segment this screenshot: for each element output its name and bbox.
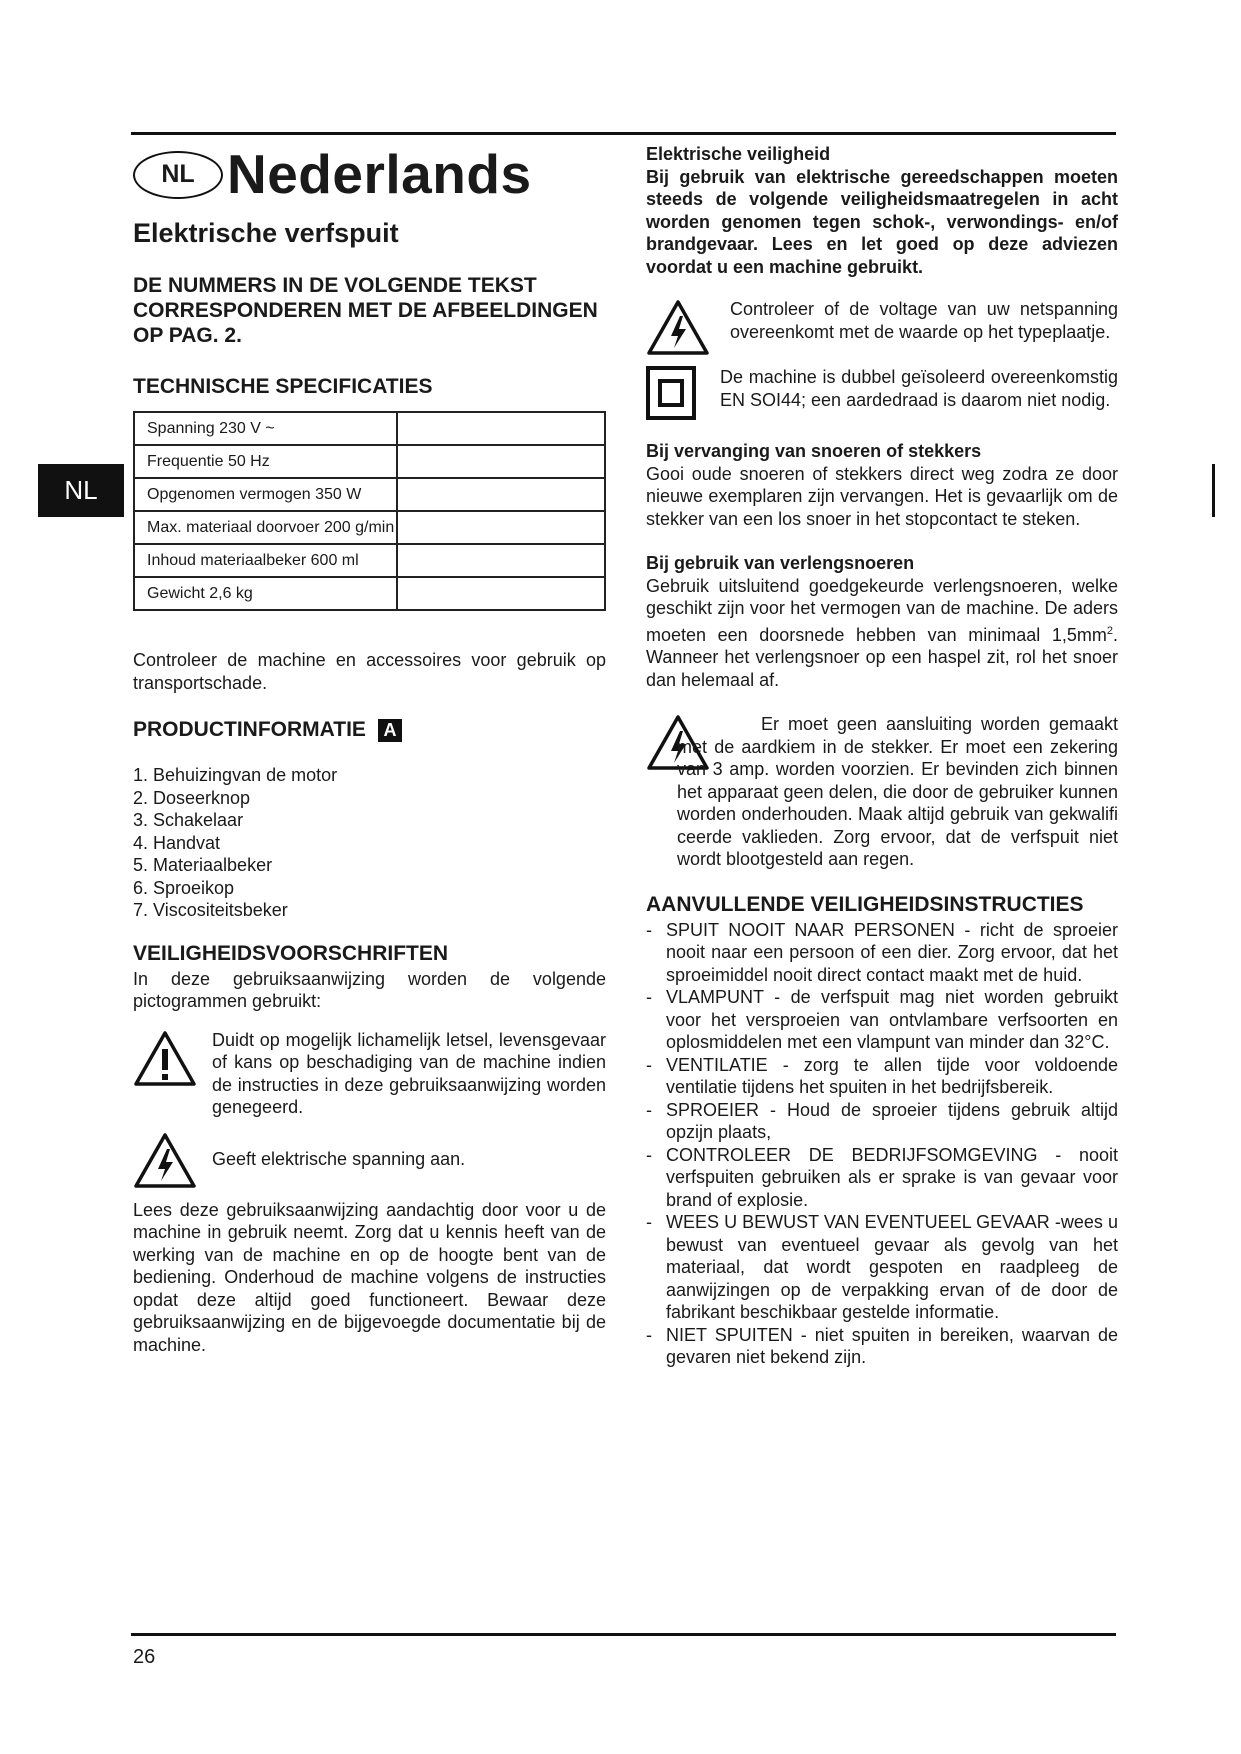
- spec-empty-cell: [397, 577, 605, 610]
- safety-intro: In deze gebruiksaanwijzing worden de volgende pictogrammen gebruikt:: [133, 968, 606, 1011]
- table-row: [134, 445, 605, 478]
- table-row: [134, 412, 605, 445]
- spec-cell: Opgenomen vermogen 350 W: [134, 478, 397, 511]
- list-item-text: CONTROLEER DE BEDRIJFSOMGEVING - nooit verfspuiten gebruiken als er sprake is van gevaar voor brand of explosie.: [666, 1144, 1118, 1210]
- language-side-tab: NL: [38, 464, 124, 517]
- product-heading: [133, 718, 606, 742]
- list-item-text: SPROEIER - Houd de sproeier tijdens gebruik altijd opzijn plaats,: [666, 1099, 1118, 1142]
- list-item-text: VLAMPUNT - de verfspuit mag niet worden gebruikt voor het versproeien van ontvlambare verfsoorten en oplosmiddelen met een vlampunt van minder dan 32°C.: [666, 987, 1118, 1052]
- table-row: [134, 511, 605, 544]
- specs-table: [133, 411, 606, 611]
- list-item: - NIET SPUITEN - niet spuiten in bereiken, waarvan de gevaren niet bekend zijn.: [646, 1324, 1118, 1367]
- list-item-text: SPUIT NOOIT NAAR PERSONEN - richt de sproeier nooit naar een persoon of een dier. Zorg ervoor, dat het sproeimiddel nooit direct contact maakt met de huid.: [666, 919, 1118, 985]
- voltage-check-text: Controleer of de voltage van uw netspanning overeenkomt met de waarde op het typeplaatje.: [730, 299, 1118, 342]
- injury-warning-block: [133, 1029, 606, 1119]
- spec-empty-cell: [397, 544, 605, 577]
- list-item: 3. Schakelaar: [133, 810, 244, 830]
- spec-cell: Max. materiaal doorvoer 200 g/min: [134, 511, 397, 544]
- spec-empty-cell: [397, 445, 605, 478]
- margin-marker: [1212, 464, 1215, 517]
- extension-cord-text-part2: . Wanneer het verlengsnoer op een haspel zit, rol het snoer dan helemaal af.: [646, 624, 1118, 690]
- list-item-text: VENTILATIE - zorg te allen tijde voor voldoende ventilatie tijdens het spuiten in het bedrijfsbereik.: [666, 1054, 1118, 1097]
- language-badge: NL: [133, 151, 223, 199]
- product-heading-label: PRODUCTINFORMATIE: [133, 718, 366, 741]
- list-item: - WEES U BEWUST VAN EVENTUEEL GEVAAR -wees u bewust van eventueel gevaar als gevolg van het materiaal, dat wordt gespoten en raadpleeg de aanwijzingen op de verpakking ervan of de door de fabrikant beschikbaar gestelde informatie.: [646, 1212, 1118, 1322]
- spec-cell: Spanning 230 V ~: [134, 412, 397, 445]
- spec-cell: Frequentie 50 Hz: [134, 445, 397, 478]
- top-rule: [131, 132, 1116, 135]
- list-item: - VLAMPUNT - de verfspuit mag niet worden gebruikt voor het versproeien van ontvlambare verfsoorten en oplosmiddelen met een vlampunt van minder dan 32°C.: [646, 987, 1118, 1052]
- extension-cord-text-part1: Gebruik uitsluitend goedgekeurde verlengsnoeren, welke geschikt zijn voor het vermogen van de machine. De aders moeten een doorsnede hebben van minimaal 1,5mm: [646, 575, 1118, 645]
- extension-cord-text: [646, 575, 1118, 692]
- spec-empty-cell: [397, 511, 605, 544]
- list-item: 2. Doseerknop: [133, 787, 251, 808]
- bottom-rule: [131, 1633, 1116, 1636]
- voltage-warning-block: [133, 1131, 606, 1189]
- product-parts-list: [133, 764, 606, 922]
- cord-replacement-heading: Bij vervanging van snoeren of stekkers: [646, 441, 982, 461]
- left-column: [133, 140, 606, 1356]
- table-row: [134, 544, 605, 577]
- list-item-text: WEES U BEWUST VAN EVENTUEEL GEVAAR -wees u bewust van eventueel gevaar als gevolg van het materiaal, dat wordt gespoten en raadpleeg de aanwijzingen op de verpakking ervan of de door de fabrikant beschikbaar gestelde informatie.: [666, 1212, 1118, 1322]
- list-item: 7. Viscositeitsbeker: [133, 900, 288, 920]
- extension-cord-heading: Bij gebruik van verlengsnoeren: [646, 553, 915, 573]
- spec-empty-cell: [397, 412, 605, 445]
- high-voltage-icon: [646, 298, 710, 356]
- table-row: [134, 478, 605, 511]
- transport-check-note: Controleer de machine en accessoires voor gebruik op transportschade.: [133, 650, 606, 693]
- list-item: - SPUIT NOOIT NAAR PERSONEN - richt de sproeier nooit naar een persoon of een dier. Zorg ervoor, dat het sproeimiddel nooit direct contact maakt met de huid.: [646, 919, 1118, 985]
- ground-warning-block: [646, 713, 1118, 871]
- list-item: 6. Sproeikop: [133, 877, 235, 898]
- safety-heading: VEILIGHEIDSVOORSCHRIFTEN: [133, 941, 449, 965]
- list-item-text: NIET SPUITEN - niet spuiten in bereiken, waarvan de gevaren niet bekend zijn.: [666, 1324, 1118, 1367]
- table-row: [134, 577, 605, 610]
- product-subtitle: Elektrische verfspuit: [133, 218, 399, 248]
- additional-safety-list: [646, 919, 1118, 1369]
- double-insulation-text: De machine is dubbel geïsoleerd overeenkomstig EN SOI44; een aardedraad is daarom niet nodig.: [720, 367, 1118, 410]
- list-item: - SPROEIER - Houd de sproeier tijdens gebruik altijd opzijn plaats,: [646, 1099, 1118, 1142]
- numbers-note: DE NUMMERS IN DE VOLGENDE TEKST CORRESPONDEREN MET DE AFBEELDINGEN OP PAG. 2.: [133, 274, 598, 347]
- figure-a-badge: A: [378, 719, 402, 742]
- voltage-warning-text: Geeft elektrische spanning aan.: [212, 1149, 466, 1170]
- electrical-heading: Elektrische veiligheid: [646, 144, 831, 164]
- list-item: 5. Materiaalbeker: [133, 855, 273, 875]
- exclamation-warning-icon: [133, 1029, 197, 1087]
- ground-warning-text: Er moet geen aansluiting worden gemaakt met de aardkiem in de stekker. Er moet een zekering van 3 amp. worden voorzien. Er bevinden zich binnen het apparaat geen delen, die door de gebruiker kunnen worden onderhouden. Maak altijd gebruik van gekwalifi ceerde vaklieden. Zorg ervoor, dat de verfspuit niet wordt blootgesteld aan regen.: [677, 714, 1118, 869]
- spec-empty-cell: [397, 478, 605, 511]
- injury-warning-text: Duidt op mogelijk lichamelijk letsel, levensgevaar of kans op beschadiging van de machine indien de instructies in deze gebruiksaanwijzing worden genegeerd.: [212, 1029, 606, 1117]
- list-item: 4. Handvat: [133, 832, 221, 853]
- electrical-intro: Bij gebruik van elektrische gereedschappen moeten steeds de volgende veiligheidsmaatregelen in acht worden genomen tegen schok-, verwondings- en/of brandgevaar. Lees en let goed op deze adviezen voordat u een machine gebruikt.: [646, 166, 1118, 277]
- superscript: 2: [1106, 624, 1113, 637]
- page-title: Nederlands: [227, 143, 532, 205]
- additional-safety-heading: AANVULLENDE VEILIGHEIDSINSTRUCTIES: [646, 892, 1084, 916]
- specs-heading: TECHNISCHE SPECIFICATIES: [133, 375, 433, 398]
- page-number: 26: [133, 1646, 156, 1668]
- double-insulation-icon: [646, 366, 696, 420]
- spec-cell: Gewicht 2,6 kg: [134, 577, 397, 610]
- spec-cell: Inhoud materiaalbeker 600 ml: [134, 544, 397, 577]
- right-column: [646, 140, 1118, 1369]
- language-header: [133, 143, 606, 205]
- list-item: 1. Behuizingvan de motor: [133, 765, 338, 785]
- double-insulation-block: [646, 366, 1118, 420]
- list-item: - CONTROLEER DE BEDRIJFSOMGEVING - nooit verfspuiten gebruiken als er sprake is van gevaar voor brand of explosie.: [646, 1144, 1118, 1210]
- list-item: - VENTILATIE - zorg te allen tijde voor voldoende ventilatie tijdens het spuiten in het bedrijfsbereik.: [646, 1054, 1118, 1097]
- high-voltage-icon: [133, 1131, 197, 1189]
- cord-replacement-text: Gooi oude snoeren of stekkers direct weg zodra ze door nieuwe exemplaren zijn vervangen. Het is gevaarlijk om de stekker van een los snoer in het stopcontact te steken.: [646, 463, 1118, 529]
- read-manual-paragraph: Lees deze gebruiksaanwijzing aandachtig door voor u de machine in gebruik neemt. Zorg dat u kennis heeft van de werking van de machine en op de hoogte bent van de bediening. Onderhoud de machine volgens de instructies opdat deze altijd goed functioneert. Bewaar deze gebruiksaanwijzing en de bijgevoegde documentatie bij de machine.: [133, 1199, 606, 1355]
- voltage-check-block: [646, 298, 1118, 356]
